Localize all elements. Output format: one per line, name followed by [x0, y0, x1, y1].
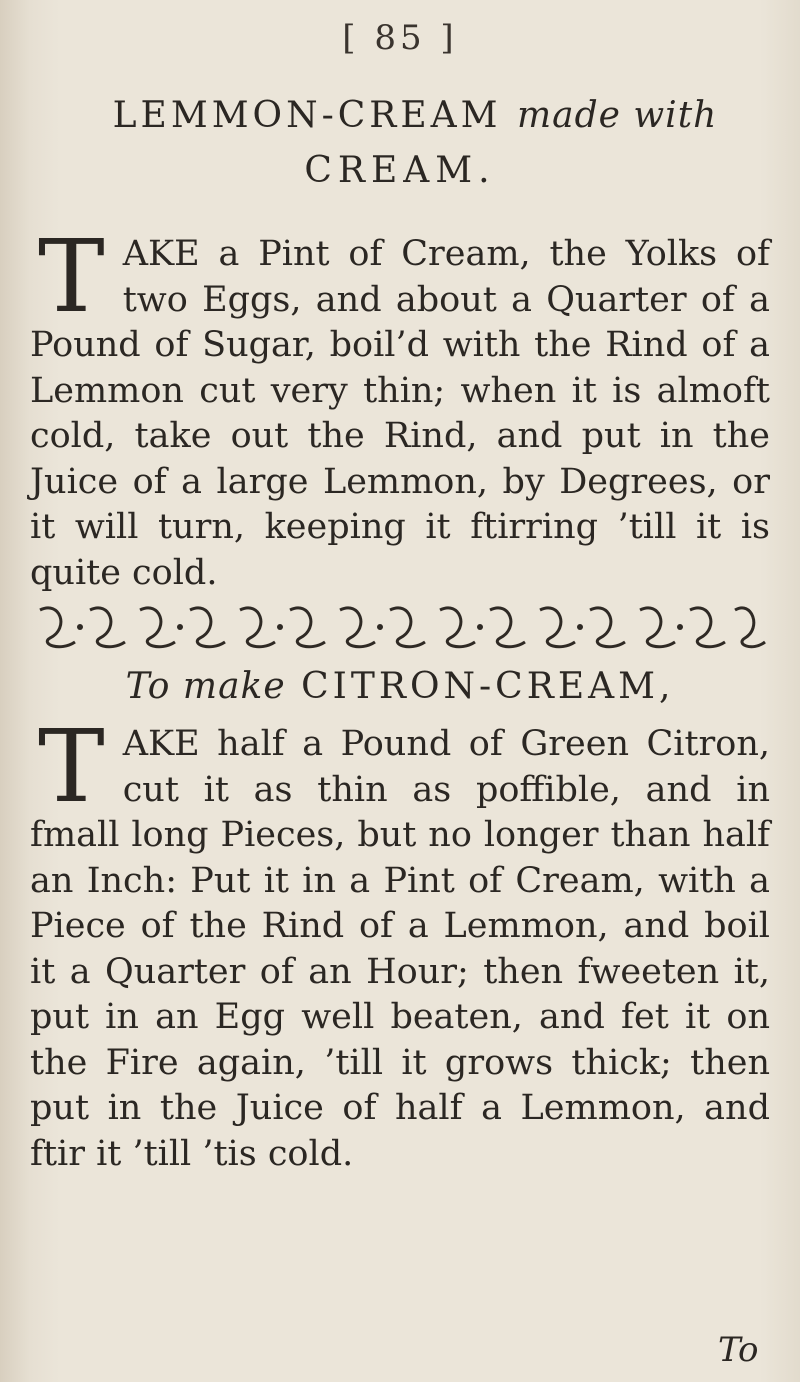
drop-cap: T: [38, 708, 105, 825]
recipe-title-italic: To make: [125, 666, 286, 707]
catchword: To: [718, 1330, 759, 1370]
recipe-title-main: CITRON-CREAM,: [301, 666, 675, 707]
page-number: [ 85 ]: [342, 18, 458, 58]
recipe-body-lemmon-cream: [30, 218, 770, 596]
recipe-title-lemmon-cream: [35, 95, 795, 136]
recipe-title-citron-cream: [0, 666, 800, 707]
ornament-divider-icon: [30, 598, 770, 656]
recipe-title-italic: made with: [516, 95, 718, 136]
recipe-text: AKE a Pint of Cream, the Yolks of two Eggs, and about a Quarter of a Pound of Sugar, boil’d with the Rind of a Lemmon cut very thin; when it is almoft cold, take out the Rind, and put in the Juice of a large Lemmon, by Degrees, or it will turn, keeping it ftirring ’till it is quite cold.: [30, 234, 770, 593]
drop-cap: T: [38, 218, 105, 335]
recipe-title-main: LEMMON-CREAM: [112, 95, 502, 136]
recipe-title-line2: CREAM.: [304, 150, 496, 191]
recipe-body-citron-cream: [30, 708, 770, 1177]
recipe-text: AKE half a Pound of Green Citron, cut it as thin as poffible, and in fmall long Pieces, but no longer than half an Inch: Put it in a Pint of Cream, with a Piece of the Rind of a Lemmon, and boil it a Quarter of an Hour; then fweeten it, put in an Egg well beaten, and fet it on the Fire again, ’till it grows thick; then put in the Juice of half a Lemmon, and ftir it ’till ’tis cold.: [30, 724, 770, 1174]
